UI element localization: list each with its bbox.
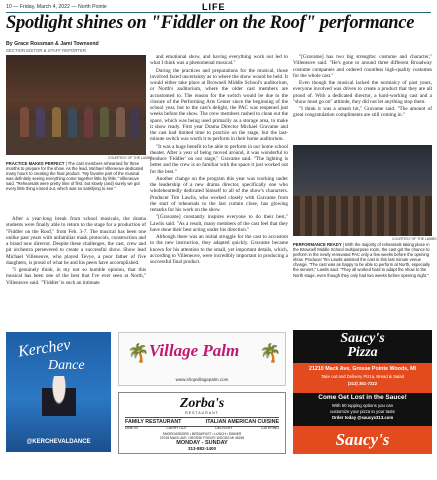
ad-phone[interactable]: 313-882-1400 — [187, 446, 217, 451]
ad-logo: Dance — [48, 358, 85, 373]
performer — [84, 107, 93, 137]
saucys-pizza-ad[interactable] — [293, 330, 432, 454]
village-palm-ad[interactable] — [118, 332, 286, 386]
caption-text: | With the majority of rehearsals taking place in the Brownell Middle School multipurpose room, the cast got the chance to perform in the newly renovated PAC only a few weeks before the opening show. Producer Tim Lawlis assisted the cast in this last minute venue change. "The cast was as happy to be able to perform at North, especially the seniors," Lawlis said. "They all worked hard to adapt the show to the North stage, even though they only had two weeks before opening night." — [293, 242, 430, 278]
article-column-1 — [6, 216, 146, 287]
performer — [36, 107, 45, 137]
photo-credit: COURTESY OF THE LAMBS — [108, 156, 153, 160]
paragraph: Although there was an initial struggle for the cast to accustom to the new instruction, they adapted quickly. Gravame became known for his attention to the small, yet important details, which, according to Villeneuve, were incredibly important in producing a successful final product. — [150, 234, 288, 265]
paragraph: "[Gravame] has two big strengths: costume and character," Villeneuve said. "He's gone to around three different Broadway costume companies and ordered countless high-quality costumes for the whole cast." — [293, 54, 432, 79]
ad-service: DELIVERY — [215, 426, 233, 430]
byline-authors: By Grace Rossman & Jami Townsend — [6, 41, 99, 47]
photo-credit: COURTESY OF THE LAMBS — [392, 237, 437, 241]
ad-line: Take out and Delivery Pizza, Bread & Salad — [320, 374, 405, 379]
caption-kicker: PRACTICE MAKES PERFECT — [6, 161, 65, 166]
ad-tagline: FAMILY RESTAURANT — [125, 419, 182, 425]
zorbas-restaurant-ad[interactable] — [118, 392, 286, 454]
section-title: LIFE — [202, 2, 226, 12]
palm-icon: 🌴 — [259, 343, 282, 363]
ad-logo: Saucy's — [335, 430, 390, 449]
paragraph: "I genuinely think, in my not so humble opinion, that this musical has been one of the best that I've ever seen at North," Villeneuve said. "'Fiddler' is such an intimate — [6, 267, 146, 286]
ad-line: customize your pizza to your taste — [330, 409, 395, 414]
ad-title: Village Palm — [149, 341, 240, 360]
ad-address: 21210 Mack Ave, Grosse Pointe Woods, MI — [309, 366, 416, 372]
ad-days: MONDAY - SUNDAY — [176, 440, 228, 446]
ad-handle[interactable]: @KERCHEVALDANCE — [26, 439, 91, 445]
caption-text: | The cast members rehearsed for three months to prepare for the show. As the lead, Michael Villeneuve dedicated many hours to creating the final product. "My favorite part of the musical was definitely seeing everything come together little by little," Villeneuve said. "Rehearsals were pretty time of first, but slowly (and) surely we got every little thing ironed out, which was so satisfying to see." — [6, 161, 144, 192]
folio: 10 — Friday, March 4, 2022 — North Pointe — [6, 4, 107, 10]
performer — [100, 107, 109, 137]
ad-service: CARRY OUT — [166, 426, 187, 430]
cast-rehearsal-photo — [6, 55, 146, 155]
ad-title — [293, 332, 432, 360]
ad-line[interactable]: Order today @saucys313.com — [331, 415, 394, 420]
paragraph: During the practices and preparations for the musical, those involved faced uncertainty as to where the show would be held. It would either take place at Brownell Middle School's auditorium, or North's auditorium, where the older cast members are accustomed to. The reason for the switch would be due to the closure of the Performing Arts Center since the beginning of the school year, but to the cast's delight, the PAC was reopened just weeks before the show. The crew members rushed to clean out the space, which was being used primarily as a storage area, to make it show ready. First year Drama Director Michael Gravame and the cast had limited time to practice on the stage, but the last-minute switch was worth it to perform in their home auditorium. — [150, 67, 288, 143]
performer — [130, 107, 139, 137]
ad-service: CATERING — [261, 426, 279, 430]
ad-service: DINE IN — [125, 426, 138, 430]
performance-photo — [293, 145, 432, 236]
paragraph: "[Gravame] constantly inspires everyone to do their best," Lawlis said. "As a result, many members of the cast feel that they have done their best acting under his direction." — [150, 214, 288, 233]
ad-tagline: ITALIAN AMERICAN CUISINE — [205, 419, 279, 425]
ad-address: 20745 MACK AVE, GROSSE POINTE WOODS MI 48236 — [159, 436, 245, 440]
ad-url[interactable]: www.shopvillagepalm.com — [175, 377, 229, 382]
paragraph: "It was a huge benefit to be able to perform in our home school theater. After a year of being moved around, it was wonderful to produce 'Fiddler' on our stage," Gravame said. "The lighting is better and the crew is so familiar with the space it just worked out for the best." — [150, 143, 288, 175]
ad-title-line: Pizza — [347, 345, 378, 360]
caption-kicker: PERFORMANCE READY — [293, 242, 342, 247]
paragraph: Another change on the program this year was working under the leadership of a new drama director, specifically one who wholeheartedly dedicated himself to all of the show's characters. Producer Tim Lawlis, who worked closely with Gravame from the start of rehearsals to the last curtain close, has glowing remarks for his work on the show. — [150, 175, 288, 213]
right-photo-caption — [293, 242, 432, 278]
palm-icon: 🌴 — [127, 343, 150, 363]
ad-line: With 50 topping options you can — [331, 403, 394, 408]
ad-subtitle: RESTAURANT — [185, 411, 219, 415]
paragraph: and emotional show, and having everything work out led to what I think was a phenomenal musical." — [150, 54, 288, 67]
kerchev-dance-ad[interactable] — [6, 332, 111, 452]
left-photo-caption — [6, 161, 146, 192]
ad-phone[interactable]: (313) 351-7222 — [347, 381, 378, 386]
audience — [293, 196, 432, 236]
article-column-3 — [293, 54, 432, 120]
dancer-image — [42, 376, 76, 430]
ad-services-row — [125, 426, 279, 430]
ad-title-line: Saucy's — [340, 331, 385, 346]
performer — [52, 107, 61, 137]
ad-title: Zorba's — [179, 396, 225, 411]
byline — [6, 41, 99, 53]
ad-logo: Kerchev — [17, 336, 72, 361]
article-column-2 — [150, 54, 288, 266]
performer — [68, 107, 77, 137]
paragraph: "I think it was a smash hit," Gravame said. "The amount of great congratulation compliments are still coming in." — [293, 106, 432, 119]
byline-role: SECTION EDITOR & STAFF REPORTER — [6, 48, 86, 53]
paragraph: Even though the musical lacked the normalcy of past years, everyone involved was driven to create a product that they are all proud of. With a dedicated director, a hard-working cast and a "show must go on" attitude, they did not let anything stop them. — [293, 80, 432, 105]
article-headline: Spotlight shines on "Fiddler on the Roof" performance — [6, 13, 415, 33]
performer — [20, 107, 29, 137]
paragraph: After a year-long break from school musicals, the drama students were finally able to return to the stage for a production of "Fiddler on the Roof," from Feb. 3-7. The musical has been one unlike past years with unfamiliar mask protocols, construction and a brand new director. Despite these challenges, the cast, crew and pit orchestra persevered to create a successful show. Show lead Michael Villeneuve, who played Tevye, a poor father of five daughters, is proud of what he and his peers have accomplished. — [6, 216, 146, 266]
performer — [116, 107, 125, 137]
ad-meals: SMORGASBORD • BREAKFAST • LUNCH • DINNER — [162, 432, 242, 436]
ad-slogan: Come Get Lost in the Sauce! — [318, 394, 407, 401]
